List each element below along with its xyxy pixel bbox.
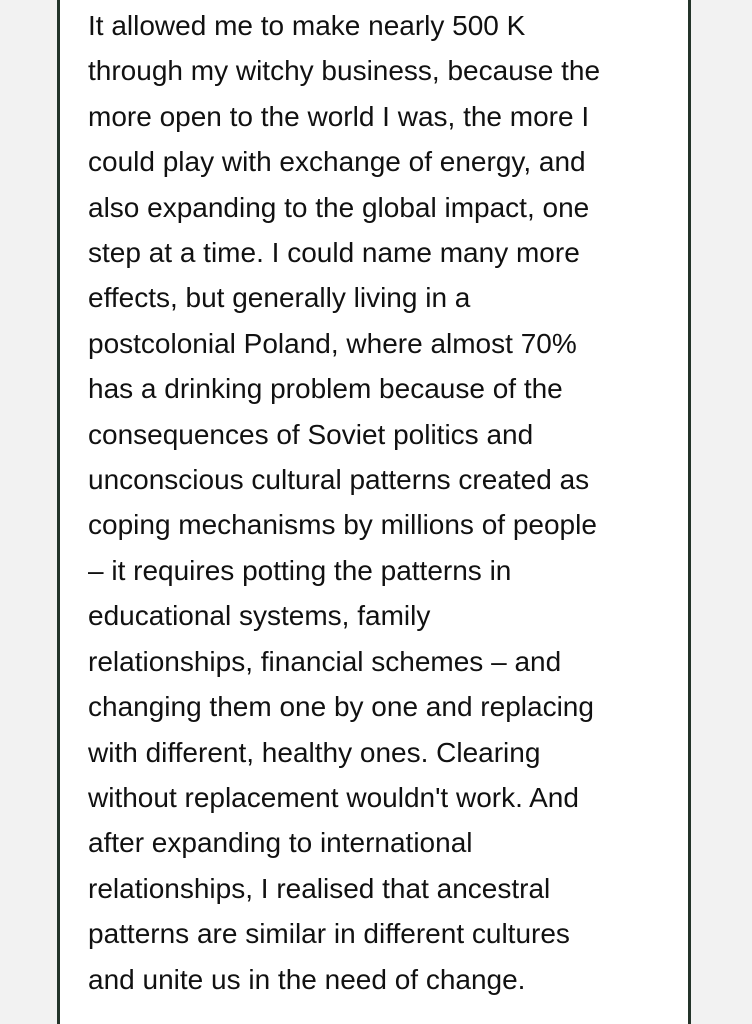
article-paragraph: It allowed me to make nearly 500 K through my witchy business, because the more open to the world I was, the more I could play with exchange of energy, and also expanding to the global impact, one step at a time. I could name many more effects, but generally living in a postcolonial Poland, where almost 70% has a drinking problem because of the consequences of Soviet politics and unconscious cultural patterns created as coping mechanisms by millions of people – it requires potting the patterns in educational systems, family relationships, financial schemes – and changing them one by one and replacing with different, healthy ones. Clearing without replacement wouldn't work. And after expanding to international relationships, I realised that ancestral patterns are similar in different cultures and unite us in the need of change. xyxy=(88,10,601,995)
